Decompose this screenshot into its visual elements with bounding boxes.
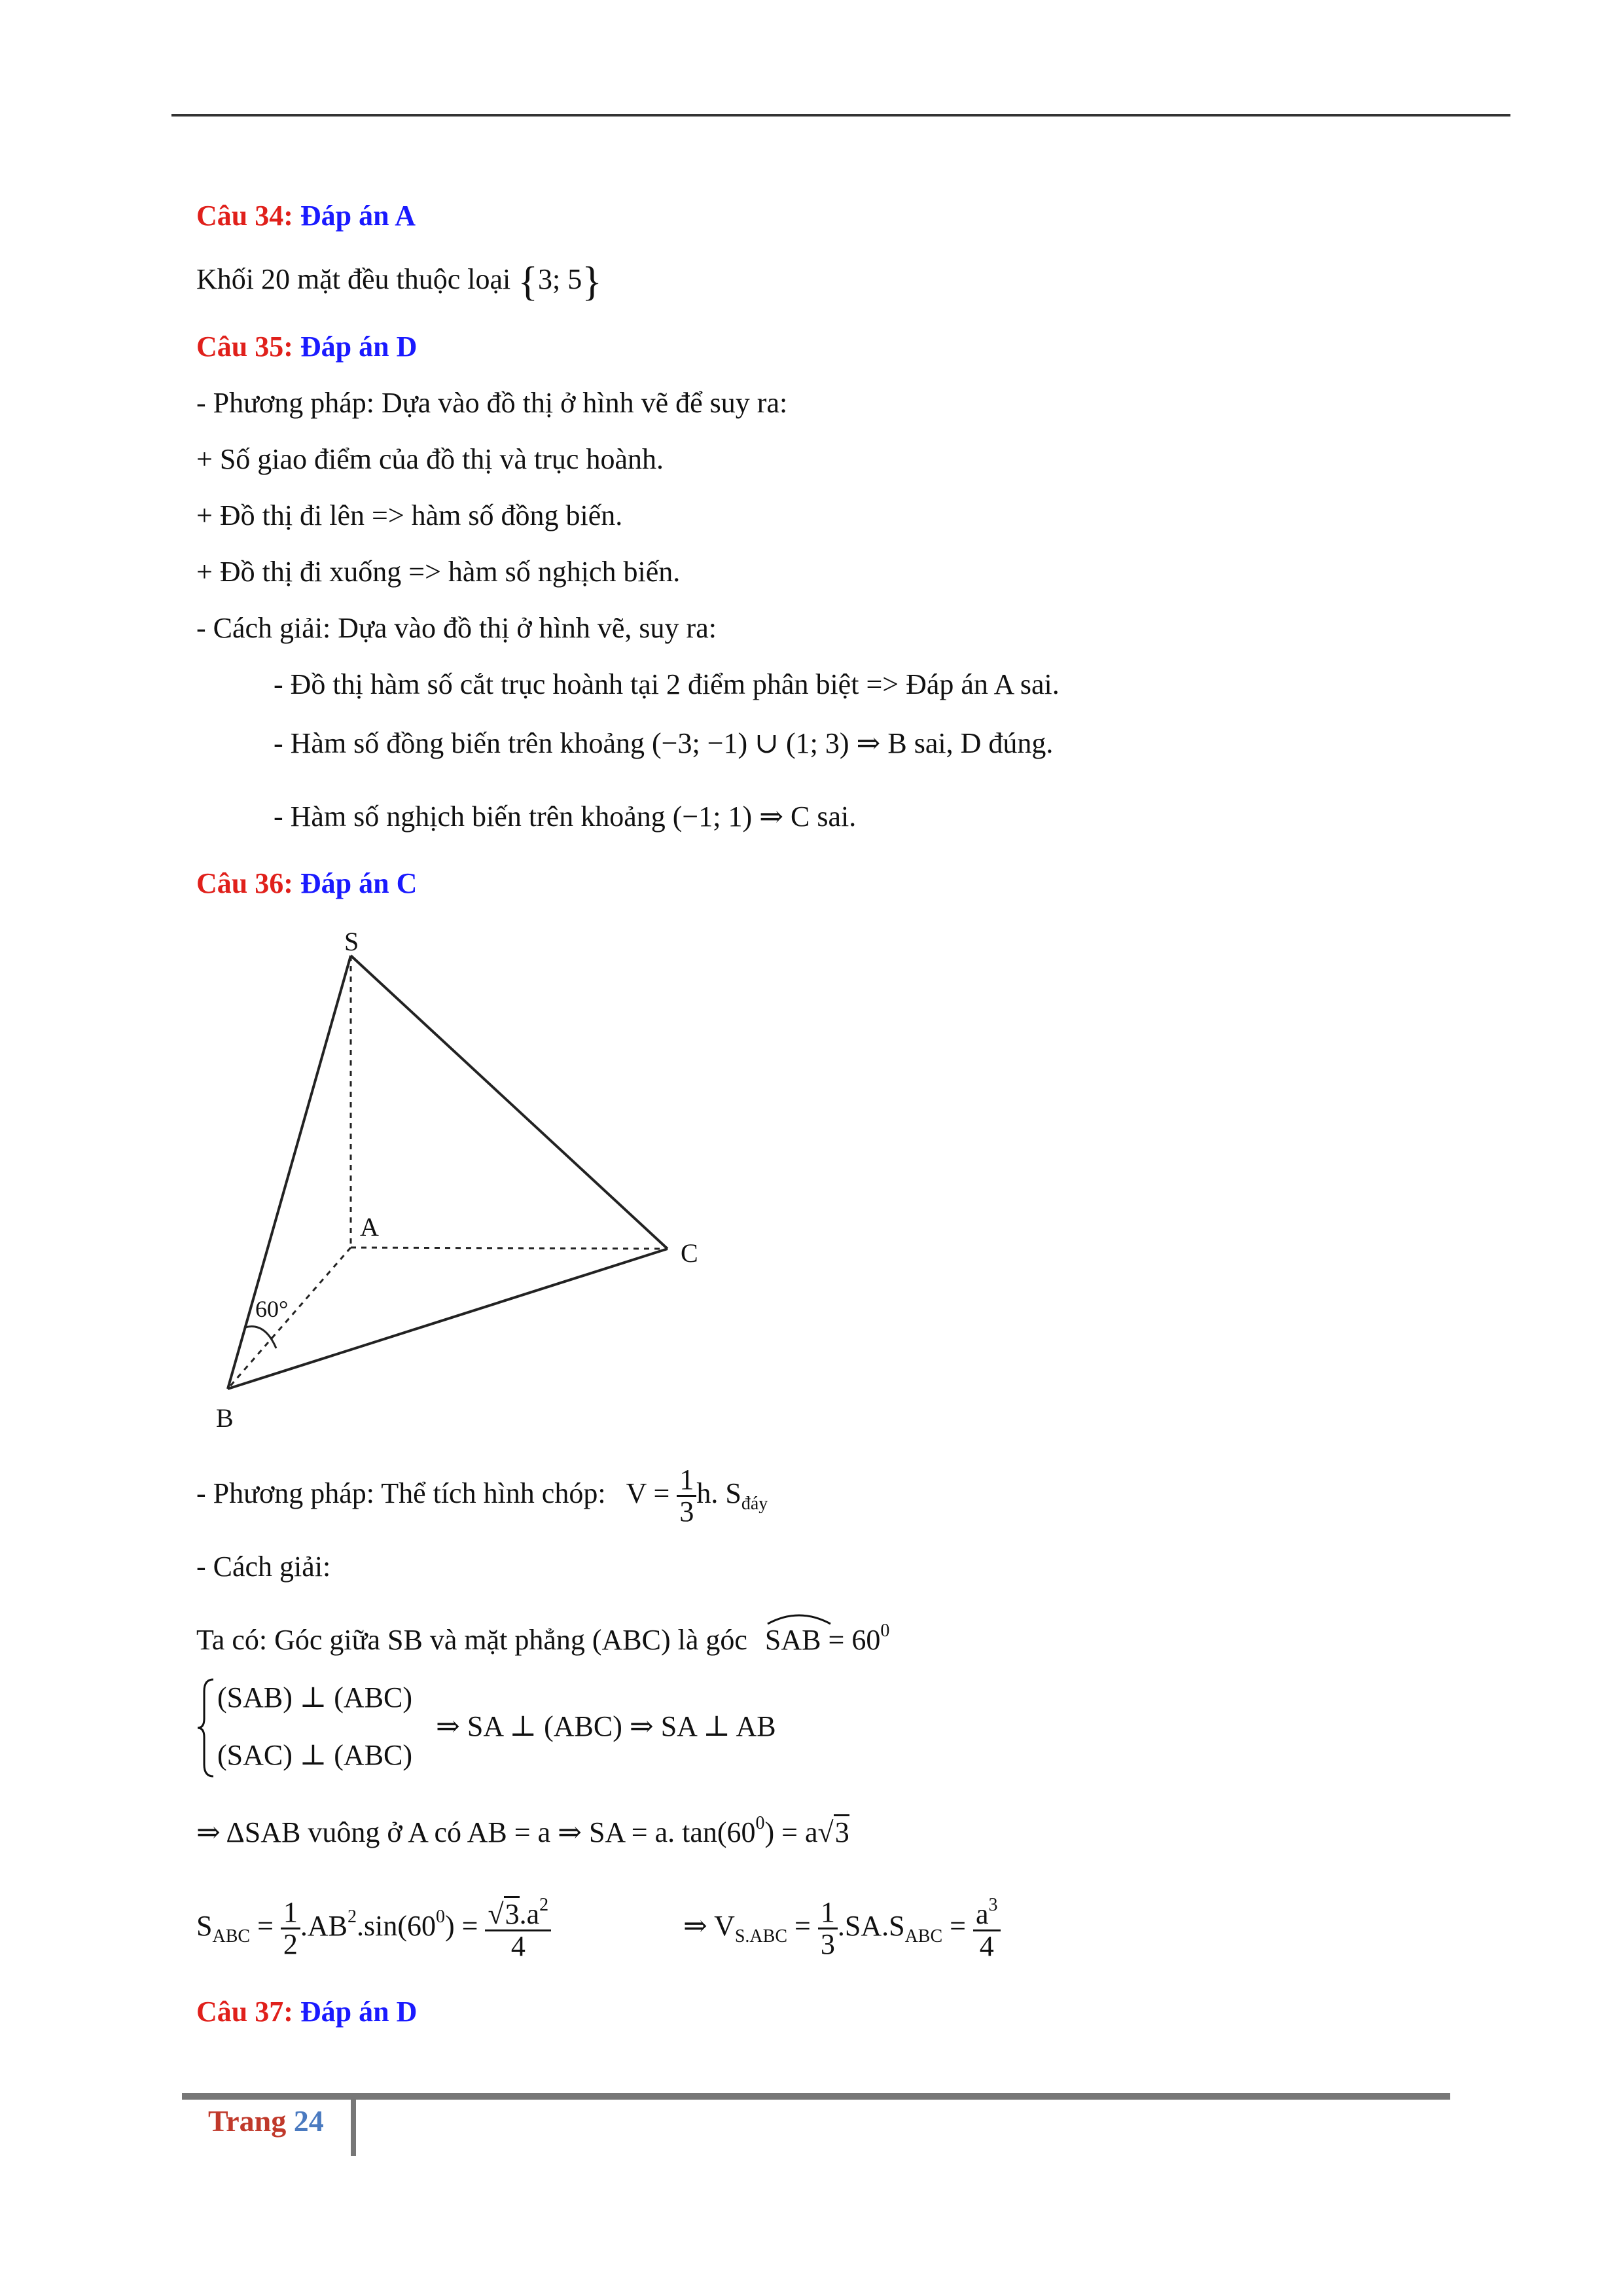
q35-line-4: + Đồ thị đi xuống => hàm số nghịch biến. <box>196 556 681 588</box>
q36-volume-line: ⇒ $V_{S.ABC}$ = $\frac{1}{3}$ $.SA.S_{ABC}$ = $\frac{a^3}{4}$ <box>683 1895 1001 1962</box>
system-brace <box>196 1676 216 1780</box>
q36-heading: Câu 36: Đáp án C <box>196 867 418 899</box>
footer-rule <box>182 2093 1450 2100</box>
label-angle: 60° <box>255 1296 289 1322</box>
edge-SC <box>351 956 668 1249</box>
arc-hat <box>765 1611 833 1626</box>
label-B: B <box>216 1403 234 1433</box>
q36-area-line: $S_{ABC}$ = $\frac{1}{2}$ $.AB^2.\sin(60^0)$ = $\frac{√3.a^2}{4}$ <box>196 1895 551 1962</box>
q35-line-b: - Hàm số đồng biến trên khoảng (−3; −1) ∪ (1; 3) ⇒ B sai, D đúng. <box>274 727 1054 759</box>
edge-BC <box>228 1249 668 1389</box>
edge-AB <box>228 1247 351 1389</box>
label-A: A <box>360 1212 379 1242</box>
header-rule <box>171 114 1510 117</box>
edge-AC <box>351 1247 668 1249</box>
edge-SB <box>228 956 351 1389</box>
q36-angle-line: Ta có: Góc giữa SB và mặt phẳng (ABC) là góc SAB = $60^0$ <box>196 1622 889 1655</box>
label-C: C <box>681 1238 698 1268</box>
label-S: S <box>344 927 359 956</box>
q34-line: Khối 20 mặt đều thuộc loại {3; 5} <box>196 258 602 304</box>
q35-line-c: - Hàm số nghịch biến trên khoảng (−1; 1) ⇒ C sai. <box>274 800 857 833</box>
q35-line-5: - Cách giải: Dựa vào đồ thị ở hình vẽ, suy ra: <box>196 612 717 644</box>
page-number: Trang 24 <box>208 2104 324 2138</box>
q36-method: - Phương pháp: Thể tích hình chóp: V = $\frac{1}{3}$ h. $S_{đáy}$ <box>196 1463 768 1528</box>
footer-divider <box>351 2098 356 2156</box>
q35-line-2: + Số giao điểm của đồ thị và trục hoành. <box>196 443 664 475</box>
q37-heading: Câu 37: Đáp án D <box>196 1996 418 2028</box>
q35-line-1: - Phương pháp: Dựa vào đồ thị ở hình vẽ để suy ra: <box>196 387 788 419</box>
pyramid-figure <box>183 916 746 1440</box>
q35-line-6: - Đồ thị hàm số cắt trục hoành tại 2 điểm phân biệt => Đáp án A sai. <box>274 668 1060 700</box>
q35-line-3: + Đồ thị đi lên => hàm số đồng biến. <box>196 499 623 531</box>
system-eq-1: (SAB) ⊥ (ABC) <box>217 1681 413 1713</box>
q34-heading: Câu 34: Đáp án A <box>196 200 416 232</box>
system-eq-2: (SAC) ⊥ (ABC) <box>217 1739 413 1771</box>
q35-heading: Câu 35: Đáp án D <box>196 331 418 363</box>
system-result: ⇒ SA ⊥ (ABC) ⇒ SA ⊥ AB <box>436 1710 776 1742</box>
q36-solve: - Cách giải: <box>196 1551 331 1583</box>
q36-system <box>196 1676 851 1780</box>
q36-triangle-line: ⇒ ΔSAB vuông ở A có AB = a ⇒ SA = a. $\tan(60^0) = a√3$ <box>196 1813 849 1848</box>
